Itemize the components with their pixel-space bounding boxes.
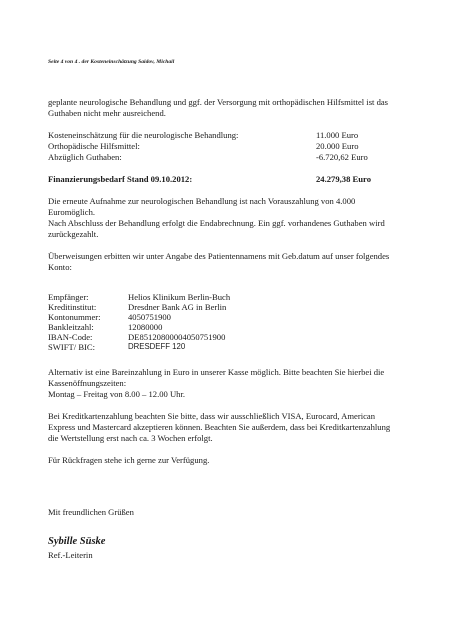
page-header: Seite 4 von 4 . der Kosteneinschätzung Saidov, Michail (48, 59, 175, 65)
bank-value: Dresdner Bank AG in Berlin (128, 302, 227, 312)
bank-value: DE85120800004050751900 (128, 332, 226, 342)
bank-label: Kontonummer: (48, 312, 101, 322)
card-note-line-1: Bei Kreditkartenzahlung beachten Sie bitte, dass wir ausschließlich VISA, Eurocard, American (48, 411, 376, 421)
intro-line-2: Guthaben nicht mehr ausreichend. (48, 108, 166, 118)
payment-note-line-3: Nach Abschluss der Behandlung erfolgt die Endabrechnung. Ein ggf. vorhandenes Guthaben wird (48, 218, 385, 228)
bank-value: 4050751900 (128, 312, 171, 322)
financing-requirement-label: Finanzierungsbedarf Stand 09.10.2012: (48, 174, 193, 184)
questions-note: Für Rückfragen stehe ich gerne zur Verfügung. (48, 455, 210, 465)
payment-note-line-2: Euromöglich. (48, 207, 96, 217)
cash-note-line-2: Kassenöffnungszeiten: (48, 378, 127, 388)
payment-note-line-1: Die erneute Aufnahme zur neurologischen Behandlung ist nach Vorauszahlung von 4.000 (48, 196, 356, 206)
signature-name: Sybille Süske (48, 536, 106, 547)
bank-value: 12080000 (128, 322, 163, 332)
bank-label: Kreditinstitut: (48, 302, 97, 312)
cash-note-line-1: Alternativ ist eine Bareinzahlung in Euro in unserer Kasse möglich. Bitte beachten Sie hierbei die (48, 367, 385, 377)
cash-note-line-3: Montag – Freitag von 8.00 – 12.00 Uhr. (48, 389, 186, 399)
bank-label: Empfänger: (48, 292, 89, 302)
closing-greeting: Mit freundlichen Grüßen (48, 507, 134, 517)
card-note-line-3: die Wertstellung erst nach ca. 3 Wochen erfolgt. (48, 433, 213, 443)
bank-value: Helios Klinikum Berlin-Buch (128, 292, 231, 302)
transfer-note-line-1: Überweisungen erbitten wir unter Angabe des Patientennamens mit Geb.datum auf unser folgendes (48, 251, 390, 261)
bank-label: Bankleitzahl: (48, 322, 94, 332)
bank-label: IBAN-Code: (48, 332, 93, 342)
payment-note-line-4: zurückgezahlt. (48, 229, 99, 239)
cost-value: -6.720,62 Euro (316, 152, 368, 162)
cost-label: Abzüglich Guthaben: (48, 152, 122, 162)
intro-line-1: geplante neurologische Behandlung und ggf. der Versorgung mit orthopädischen Hilfsmittel ist das (48, 97, 389, 107)
bank-label: SWIFT/ BIC: (48, 342, 96, 352)
cost-label: Kosteneinschätzung für die neurologische Behandlung: (48, 130, 239, 140)
cost-value: 20.000 Euro (316, 141, 359, 151)
cost-value: 11.000 Euro (316, 130, 359, 140)
signature-role: Ref.-Leiterin (48, 550, 93, 560)
financing-requirement-value: 24.279,38 Euro (316, 174, 371, 184)
cost-label: Orthopädische Hilfsmittel: (48, 141, 140, 151)
card-note-line-2: Express und Mastercard akzeptieren können. Beachten Sie außerdem, dass bei Kreditkartenzahlung (48, 422, 391, 432)
bank-value: DRESDEFF 120 (128, 342, 186, 351)
transfer-note-line-2: Konto: (48, 262, 72, 272)
